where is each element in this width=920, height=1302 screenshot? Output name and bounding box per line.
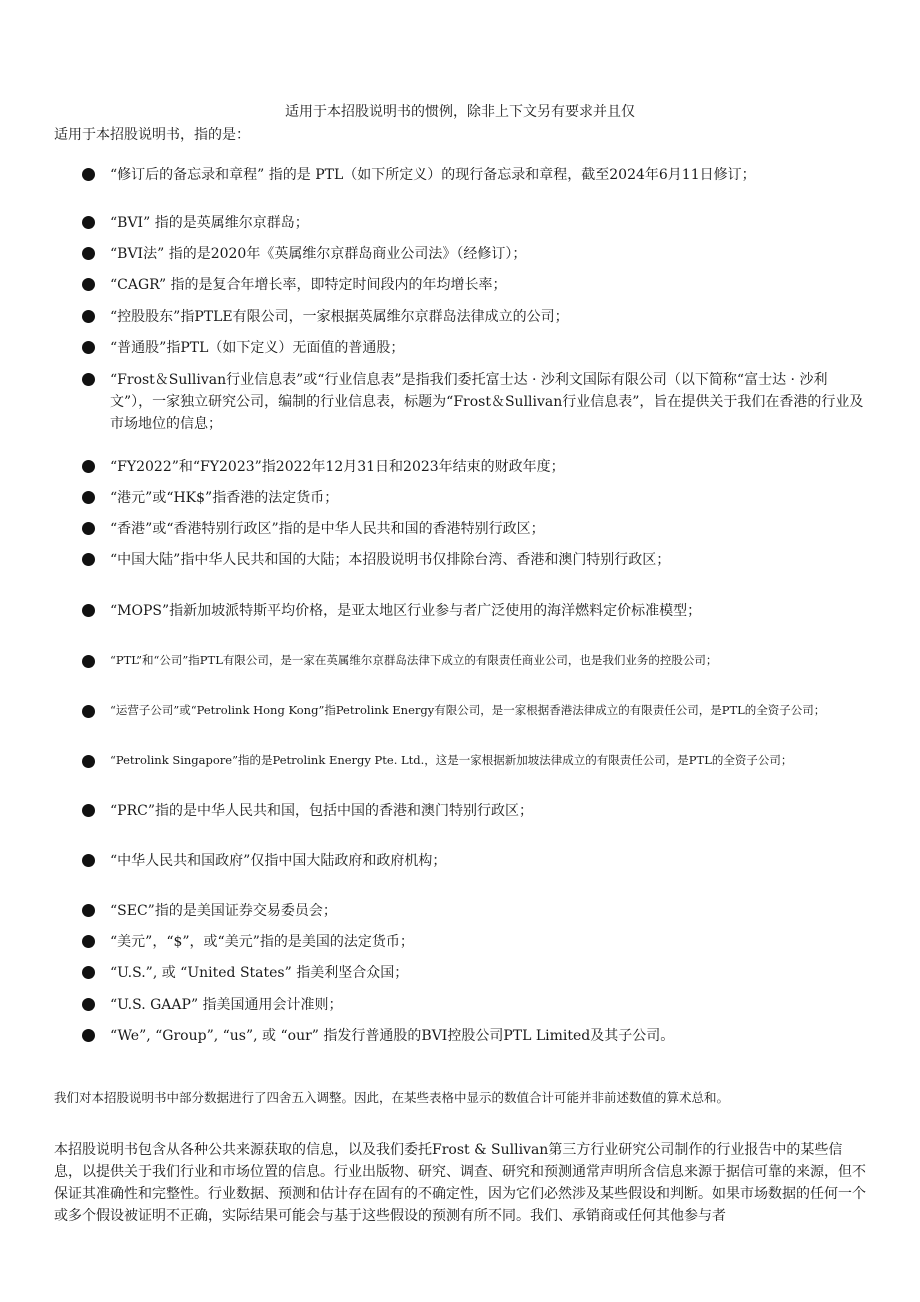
definition-text: “BVI法” 指的是2020年《英属维尔京群岛商业公司法》（经修订）； (110, 246, 527, 262)
bullet-icon (82, 460, 95, 473)
definition-text: “港元”或“HK$”指香港的法定货币； (110, 490, 339, 506)
definition-text: “运营子公司”或“Petrolink Hong Kong”指Petrolink Energy有限公司，是一家根据香港法律成立的有限责任公司，是PTL的全资子公司； (110, 703, 826, 717)
definition-text: “We”, “Group”, “us”, 或 “our” 指发行普通股的BVI控股公司PTL Limited及其子公司。 (110, 1028, 675, 1044)
bullet-icon (82, 755, 95, 768)
bullet-icon (82, 168, 95, 181)
definition-text: “FY2022”和“FY2023”指2022年12月31日和2023年结束的财政年度； (110, 459, 565, 475)
header-line: 适用于本招股说明书的惯例，除非上下文另有要求并且仅 (285, 104, 635, 120)
source-paragraph: 本招股说明书包含从各种公共来源获取的信息，以及我们委托Frost & Sullivan第三方行业研究公司制作的行业报告中的某些信息，以提供关于我们行业和市场位置的信息。行业出版物、研究、调查、研究和预测通常声明所含信息来源于据信可靠的来源，但不保证其准确性和完整性。行业数据、预测和估计存在固有的不确定性，因为它们必然涉及某些假设和判断。如果市场数据的任何一个或多个假设被证明不正确，实际结果可能会与基于这些假设的预测有所不同。我们、承销商或任何其他参与者 (54, 1142, 866, 1224)
definition-text: “SEC”指的是美国证券交易委员会； (110, 903, 337, 919)
definition-text: “普通股”指PTL（如下定义）无面值的普通股； (110, 340, 405, 356)
bullet-icon (82, 998, 95, 1011)
bullet-icon (82, 705, 95, 718)
bullet-icon (82, 310, 95, 323)
bullet-icon (82, 655, 95, 668)
bullet-icon (82, 604, 95, 617)
definition-text: “Petrolink Singapore”指的是Petrolink Energy Pte. Ltd.，这是一家根据新加坡法律成立的有限责任公司，是PTL的全资子公司； (110, 753, 793, 767)
definition-text: “中国大陆”指中华人民共和国的大陆；本招股说明书仅排除台湾、香港和澳门特别行政区； (110, 552, 671, 568)
definition-text: “CAGR” 指的是复合年增长率，即特定时间段内的年均增长率； (110, 277, 507, 293)
rounding-note: 我们对本招股说明书中部分数据进行了四舍五入调整。因此，在某些表格中显示的数值合计可能并非前述数值的算术总和。 (54, 1089, 730, 1105)
definition-text: “修订后的备忘录和章程” 指的是 PTL（如下所定义）的现行备忘录和章程，截至2024年6月11日修订； (110, 167, 756, 183)
definition-text: “美元”，“$”，或“美元”指的是美国的法定货币； (110, 934, 414, 950)
bullet-icon (82, 935, 95, 948)
definition-text: “U.S. GAAP” 指美国通用会计准则； (110, 997, 343, 1013)
intro-line: 适用于本招股说明书，指的是： (54, 127, 250, 143)
definition-text: “PRC”指的是中华人民共和国，包括中国的香港和澳门特别行政区； (110, 803, 533, 819)
bullet-icon (82, 373, 95, 386)
bullet-icon (82, 341, 95, 354)
definition-text: “MOPS”指新加坡派特斯平均价格，是亚太地区行业参与者广泛使用的海洋燃料定价标准模型； (110, 603, 702, 619)
definition-text: “控股股东”指PTLE有限公司，一家根据英属维尔京群岛法律成立的公司； (110, 309, 569, 325)
definition-text: “中华人民共和国政府”仅指中国大陆政府和政府机构； (110, 853, 447, 869)
definition-text: “BVI” 指的是英属维尔京群岛； (110, 215, 309, 231)
definition-text: “U.S.”, 或 “United States” 指美利坚合众国； (110, 965, 409, 981)
definition-text: “香港”或“香港特别行政区”指的是中华人民共和国的香港特别行政区； (110, 521, 545, 537)
bullet-icon (82, 854, 95, 867)
definition-text: “Frost＆Sullivan行业信息表”或“行业信息表”是指我们委托富士达 · 沙利文国际有限公司（以下简称“富士达 · 沙利文”），一家独立研究公司，编制的行业信息表，标题为“Frost＆Sullivan行业信息表”，旨在提供关于我们在香港的行业及市场地位的信息； (110, 372, 864, 432)
bullet-icon (82, 522, 95, 535)
definition-text: “PTL”和“公司”指PTL有限公司，是一家在英属维尔京群岛法律下成立的有限责任商业公司，也是我们业务的控股公司； (110, 653, 718, 667)
bullet-icon (82, 278, 95, 291)
bullet-icon (82, 904, 95, 917)
bullet-icon (82, 966, 95, 979)
bullet-icon (82, 491, 95, 504)
bullet-icon (82, 216, 95, 229)
bullet-icon (82, 553, 95, 566)
bullet-icon (82, 1029, 95, 1042)
bullet-icon (82, 247, 95, 260)
bullet-icon (82, 804, 95, 817)
